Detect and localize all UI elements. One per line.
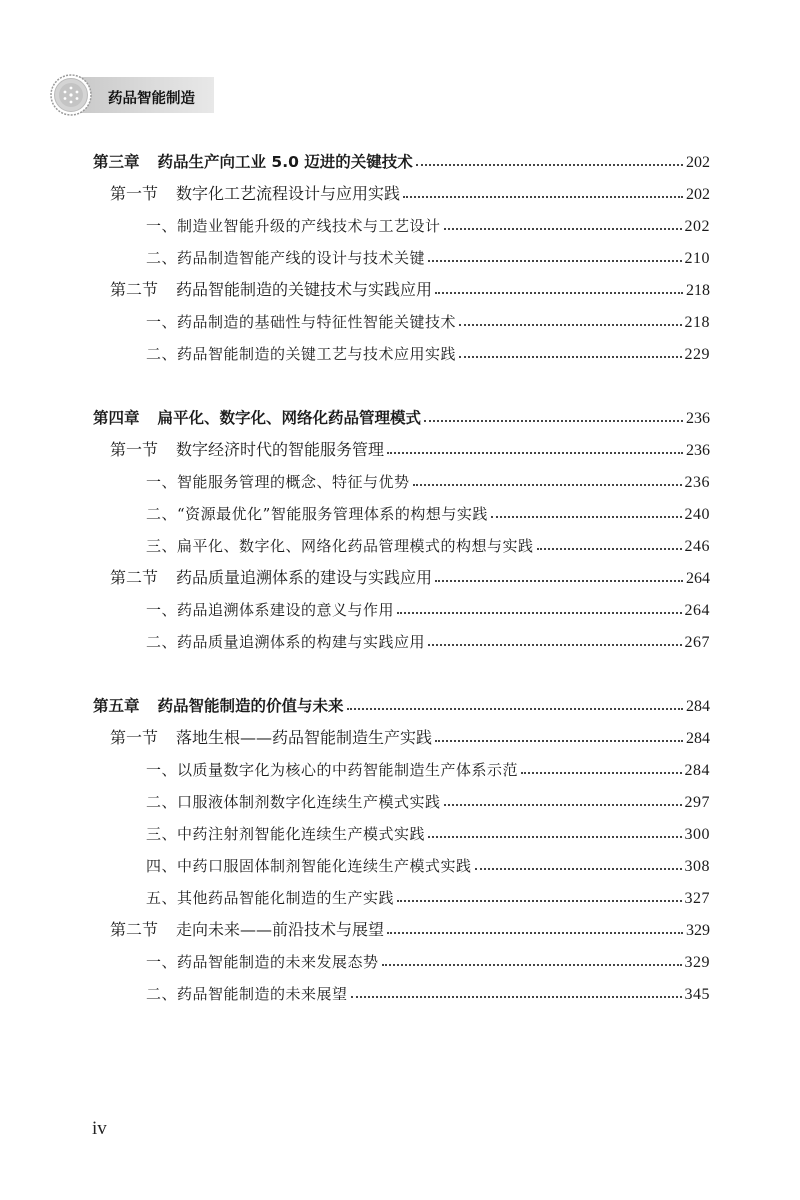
toc-section[interactable] [110,276,710,300]
leader-dots [435,292,683,294]
page-number: 284 [684,762,710,779]
item-title: 二、药品智能制造的关键工艺与技术应用实践 [146,345,457,363]
toc-item[interactable] [146,980,710,1004]
gear-seal-icon [50,74,92,116]
page-number: 246 [684,538,710,555]
leader-dots [424,420,683,422]
leader-dots [382,964,682,966]
toc-section[interactable] [110,180,710,204]
page-number: 264 [684,602,710,619]
toc-item[interactable] [146,628,710,652]
chapter-label: 第三章 [93,153,140,171]
leader-dots [435,580,683,582]
toc-chapter[interactable] [93,148,710,172]
page-number: 284 [686,698,710,715]
section-label: 第二节 [110,280,159,299]
toc-item[interactable] [146,244,710,268]
section-title: 药品质量追溯体系的建设与实践应用 [176,568,433,587]
section-label: 第二节 [110,568,159,587]
chapter-title: 药品智能制造的价值与未来 [157,697,344,715]
section-label: 第二节 [110,920,159,939]
page-number: 267 [684,634,710,651]
toc-item[interactable] [146,852,710,876]
toc-item[interactable] [146,340,710,364]
section-title: 落地生根——药品智能制造生产实践 [176,728,433,747]
leader-dots [537,548,682,550]
page-number: 264 [686,570,710,587]
leader-dots [491,516,682,518]
page-number: 210 [684,250,710,267]
item-title: 三、扁平化、数字化、网络化药品管理模式的构想与实践 [146,537,534,555]
toc-item[interactable] [146,468,710,492]
page-number: 300 [684,826,710,843]
chapter-title: 扁平化、数字化、网络化药品管理模式 [157,409,422,427]
page-number: 240 [684,506,710,523]
leader-dots [444,228,682,230]
page-number: 202 [686,154,710,171]
page-number: 202 [684,218,710,235]
toc-item[interactable] [146,500,710,524]
toc-item[interactable] [146,308,710,332]
page-folio: iv [92,1118,107,1139]
item-title: 一、以质量数字化为核心的中药智能制造生产体系示范 [146,761,519,779]
page-number: 236 [684,474,710,491]
page-number: 308 [684,858,710,875]
page-number: 236 [686,410,710,427]
leader-dots [351,996,682,998]
item-title: 一、药品追溯体系建设的意义与作用 [146,601,395,619]
page-number: 297 [684,794,710,811]
item-title: 二、口服液体制剂数字化连续生产模式实践 [146,793,441,811]
page-number: 218 [686,282,710,299]
toc-section[interactable] [110,564,710,588]
header-title: 药品智能制造 [108,91,195,107]
leader-dots [459,356,681,358]
section-label: 第一节 [110,184,159,203]
leader-dots [397,900,681,902]
item-title: 二、药品制造智能产线的设计与技术关键 [146,249,426,267]
leader-dots [416,164,683,166]
leader-dots [347,708,683,710]
page-number: 229 [684,346,710,363]
leader-dots [435,740,683,742]
leader-dots [521,772,681,774]
toc-item[interactable] [146,788,710,812]
leader-dots [428,644,681,646]
leader-dots [444,804,682,806]
toc-section[interactable] [110,916,710,940]
item-title: 二、药品质量追溯体系的构建与实践应用 [146,633,426,651]
page-number: 236 [686,442,710,459]
item-title: 三、中药注射剂智能化连续生产模式实践 [146,825,426,843]
leader-dots [387,932,683,934]
toc-item[interactable] [146,596,710,620]
toc-item[interactable] [146,884,710,908]
item-title: 二、“资源最优化”智能服务管理体系的构想与实践 [146,505,488,523]
item-title: 一、药品制造的基础性与特征性智能关键技术 [146,313,457,331]
toc-item[interactable] [146,948,710,972]
toc-chapter[interactable] [93,692,710,716]
page-number: 327 [684,890,710,907]
leader-dots [387,452,683,454]
item-title: 五、其他药品智能化制造的生产实践 [146,889,395,907]
leader-dots [413,484,682,486]
running-header [50,74,214,116]
page-number: 345 [684,986,710,1003]
toc-section[interactable] [110,724,710,748]
leader-dots [475,868,682,870]
section-label: 第一节 [110,440,159,459]
toc-item[interactable] [146,212,710,236]
leader-dots [428,836,681,838]
chapter-title: 药品生产向工业 5.0 迈进的关键技术 [157,153,413,171]
section-label: 第一节 [110,728,159,747]
page-number: 284 [686,730,710,747]
toc-chapter[interactable] [93,404,710,428]
page-number: 329 [686,922,710,939]
section-title: 走向未来——前沿技术与展望 [176,920,385,939]
leader-dots [397,612,681,614]
item-title: 四、中药口服固体制剂智能化连续生产模式实践 [146,857,472,875]
toc-item[interactable] [146,532,710,556]
item-title: 一、制造业智能升级的产线技术与工艺设计 [146,217,441,235]
item-title: 一、智能服务管理的概念、特征与优势 [146,473,410,491]
toc-item[interactable] [146,756,710,780]
item-title: 一、药品智能制造的未来发展态势 [146,953,379,971]
toc-section[interactable] [110,436,710,460]
leader-dots [403,196,683,198]
section-title: 数字化工艺流程设计与应用实践 [176,184,401,203]
page-number: 329 [684,954,710,971]
chapter-label: 第五章 [93,697,140,715]
chapter-label: 第四章 [93,409,140,427]
page-number: 202 [686,186,710,203]
leader-dots [428,260,681,262]
section-title: 数字经济时代的智能服务管理 [176,440,385,459]
item-title: 二、药品智能制造的未来展望 [146,985,348,1003]
leader-dots [459,324,681,326]
toc-item[interactable] [146,820,710,844]
section-title: 药品智能制造的关键技术与实践应用 [176,280,433,299]
page-number: 218 [684,314,710,331]
